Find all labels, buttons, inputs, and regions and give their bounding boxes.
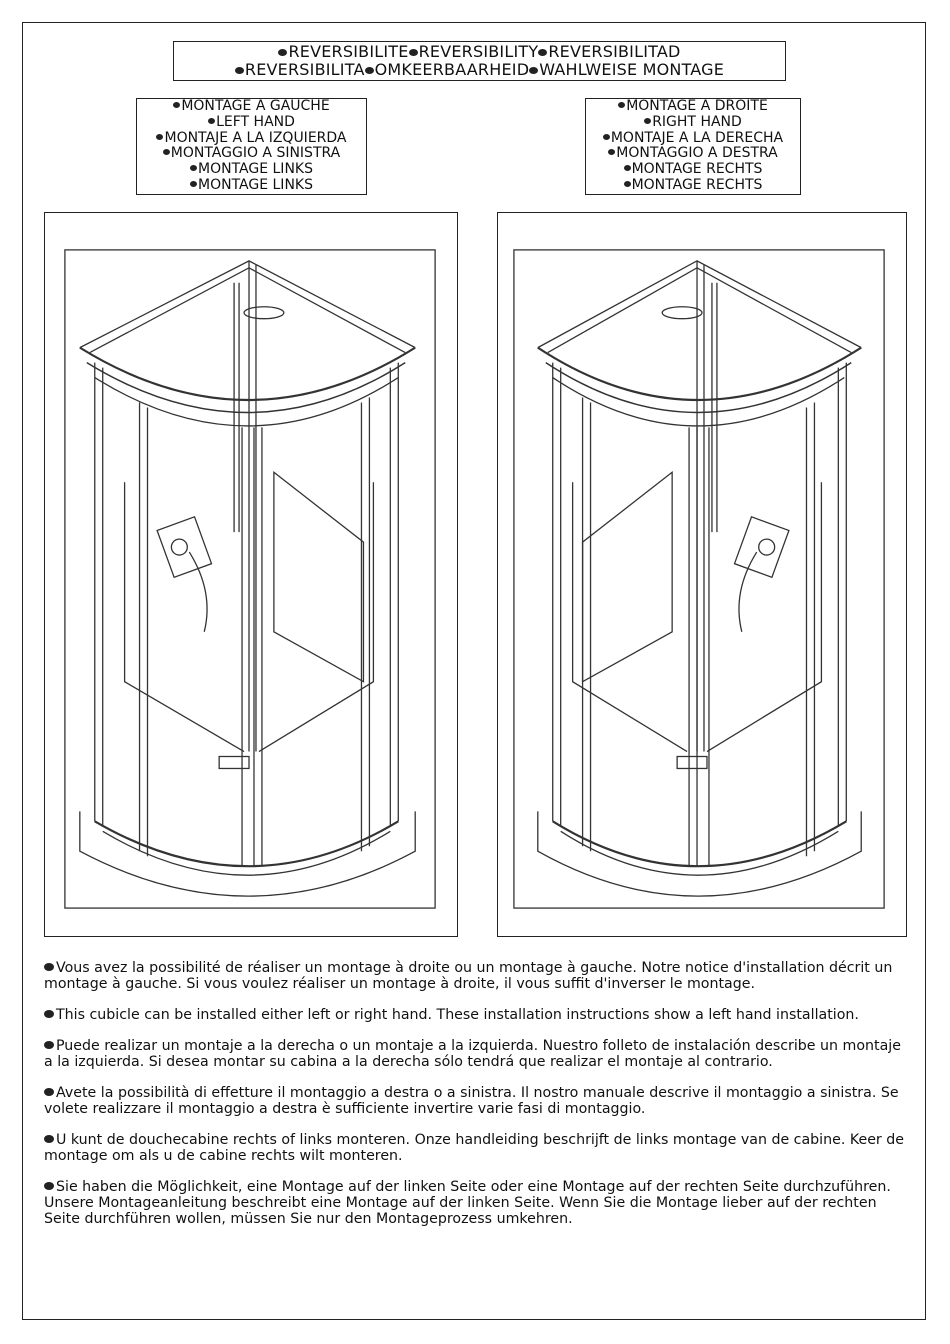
title-nl: OMKEERBAARHEID (374, 60, 530, 79)
left-label-de: MONTAGE LINKS (137, 178, 366, 194)
paragraph-es: Puede realizar un montaje a la derecha o un montaje a la izquierda. Nuestro folleto de instalación describe un montaje a la izquierda. Si desea montar su cabina a la derecha sólo tendrá que realizar el montaje al contrario. (44, 1038, 901, 1070)
paragraph-it: Avete la possibilità di effetture il montaggio a destra o a sinistra. Il nostro manuale descrive il montaggio a sinistra. Se volete realizzare il montaggio a destra è sufficiente invertire varie fasi di montaggio. (44, 1085, 899, 1117)
bullet-icon (624, 181, 631, 187)
instructions-text (44, 960, 904, 1242)
bullet-icon (624, 165, 631, 171)
right-hand-label-box (585, 98, 801, 195)
title-fr: REVERSIBILITE (288, 42, 409, 61)
title-es: REVERSIBILITAD (548, 42, 681, 61)
left-label-es: MONTAJE A LA IZQUIERDA (137, 131, 366, 147)
right-label-de: MONTAGE RECHTS (586, 178, 800, 194)
right-label-en: RIGHT HAND (586, 115, 800, 131)
bullet-icon (608, 149, 615, 155)
bullet-icon (156, 134, 163, 140)
left-label-nl: MONTAGE LINKS (137, 162, 366, 178)
left-hand-shower-illustration (44, 212, 458, 937)
left-label-en: LEFT HAND (137, 115, 366, 131)
title-line-2 (174, 61, 785, 79)
bullet-icon (44, 1182, 54, 1190)
title-en: REVERSIBILITY (418, 42, 539, 61)
right-label-es: MONTAJE A LA DERECHA (586, 131, 800, 147)
bullet-icon (44, 963, 54, 971)
title-line-1 (174, 43, 785, 61)
shower-cabin-drawing-left (45, 213, 457, 936)
bullet-icon (44, 1135, 54, 1143)
title-de: WAHLWEISE MONTAGE (539, 60, 725, 79)
left-hand-label-box (136, 98, 367, 195)
bullet-icon (409, 49, 418, 56)
bullet-icon (44, 1088, 54, 1096)
right-label-it: MONTAGGIO A DESTRA (586, 146, 800, 162)
left-label-it: MONTAGGIO A SINISTRA (137, 146, 366, 162)
bullet-icon (365, 67, 374, 74)
bullet-icon (603, 134, 610, 140)
bullet-icon (163, 149, 170, 155)
shower-cabin-drawing-right (498, 213, 906, 936)
bullet-icon (618, 102, 625, 108)
title-it: REVERSIBILITA (244, 60, 365, 79)
right-label-fr: MONTAGE A DROITE (586, 99, 800, 115)
bullet-icon (278, 49, 287, 56)
paragraph-en: This cubicle can be installed either left or right hand. These installation instructions show a left hand installation. (44, 1007, 904, 1023)
bullet-icon (190, 165, 197, 171)
bullet-icon (644, 118, 651, 124)
paragraph-nl: U kunt de douchecabine rechts of links monteren. Onze handleiding beschrijft de links montage van de cabine. Keer de montage om als u de cabine rechts wilt monteren. (44, 1132, 904, 1164)
reversibility-title (173, 41, 786, 81)
left-label-fr: MONTAGE A GAUCHE (137, 99, 366, 115)
bullet-icon (173, 102, 180, 108)
bullet-icon (190, 181, 197, 187)
bullet-icon (538, 49, 547, 56)
paragraph-de: Sie haben die Möglichkeit, eine Montage auf der linken Seite oder eine Montage auf der rechten Seite durchzuführen. Unsere Montageanleitung beschreibt eine Montage auf der linken Seite. Wenn Sie die Montage lieber auf der rechten Seite durchführen wollen, müssen Sie nur den Montageprozess umkehren. (44, 1179, 891, 1227)
right-hand-shower-illustration (497, 212, 907, 937)
right-label-nl: MONTAGE RECHTS (586, 162, 800, 178)
paragraph-fr: Vous avez la possibilité de réaliser un montage à droite ou un montage à gauche. Notre notice d'installation décrit un montage à gauche. Si vous voulez réaliser un montage à droite, il vous suffit d'inverser le montage. (44, 960, 893, 992)
bullet-icon (44, 1041, 54, 1049)
bullet-icon (208, 118, 215, 124)
bullet-icon (235, 67, 244, 74)
bullet-icon (529, 67, 538, 74)
bullet-icon (44, 1010, 54, 1018)
